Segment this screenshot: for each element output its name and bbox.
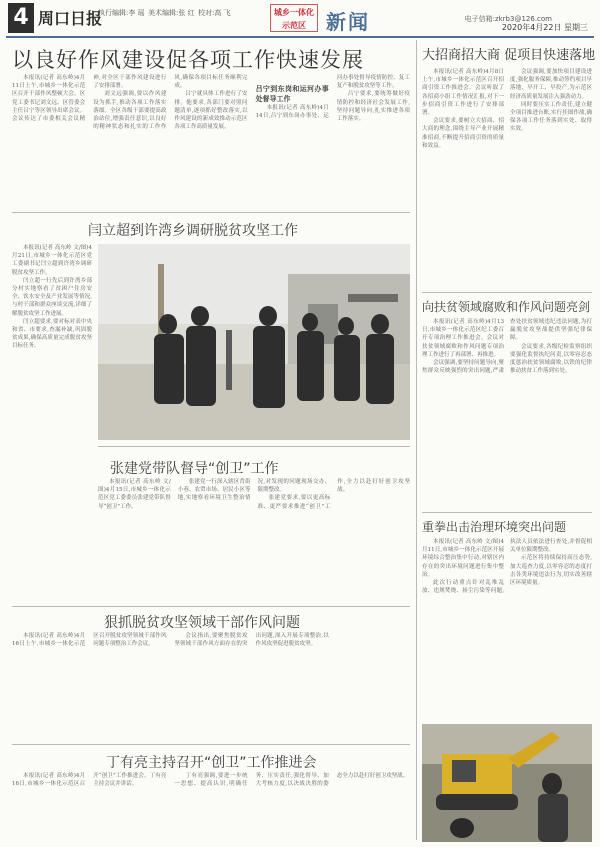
contact-email: 电子信箱:zkrb3@126.com — [464, 15, 552, 23]
paragraph: 会议强调,要加快项目建设进度,强化服务保障,推动签约项目早落地、早开工、早投产,为示范区经济高质量发展注入强劲动力。 — [510, 69, 592, 100]
paragraph: 同时要压实工作责任,建立健全项目推进台账,实行挂图作战,确保各项工作任务落到实处、取得实效。 — [510, 101, 592, 133]
paragraph: 张建党要求,要以更高标准、更严要求推进“创卫”工作,全力以赴打好创卫攻坚战。 — [257, 479, 410, 510]
article-body — [12, 74, 410, 210]
headline-investment: 大招商招大商 促项目快速落地 — [422, 48, 596, 63]
headline-anticorruption: 向扶贫领域腐败和作风问题亮剑 — [422, 300, 591, 314]
article-body — [12, 772, 410, 842]
section-rule — [422, 512, 592, 513]
paragraph: 闫立超一行先后到许湾乡部分村实地察看了贫困户住房安全、饮水安全及产业发展等情况,与村干部和群众座谈交流,详细了解脱贫攻坚工作进展。 — [12, 277, 92, 317]
paragraph: 会议指出,要聚焦脱贫攻坚领域干部作风方面存在的突出问题,深入开展专项整治,以作风攻坚促进脱贫攻坚。 — [174, 633, 329, 648]
inline-headline: 吕宁到东岗和运河办事处督导工作 — [255, 85, 329, 103]
article-body — [422, 318, 592, 518]
headline-sanitation-inspection: 张建党带队督导“创卫”工作 — [110, 461, 279, 477]
photo-image — [98, 244, 410, 440]
paragraph: 本报讯(记者 高东岭 文/图)4月11日,市城乡一体化示范区开展环境综合整治集中行动,对辖区内存在的突出环境问题进行集中整治。 — [422, 539, 504, 578]
paragraph: 会议强调,要坚持问题导向,聚焦群众反映强烈的突出问题,严肃查处扶贫领域违纪违法问题,为打赢脱贫攻坚战提供坚强纪律保障。 — [422, 319, 592, 375]
page-number: 4 — [8, 3, 34, 33]
article-body — [12, 244, 92, 510]
paragraph: 本报讯(记者 高东岭)4月16日上午,市城乡一体化示范区召开脱贫攻坚领域干部作风问题专项整治工作会议。 — [12, 633, 167, 648]
paragraph: 刘文远强调,要以作风建设为抓手,推动各项工作落实落细。全区各级干部要提高政治站位,增强责任意识,以良好的精神状态和扎实的工作作风,确保各项目标任务顺利完成。 — [93, 75, 248, 131]
section-title: 新闻 — [326, 10, 370, 34]
headline-sanitation-meeting: 丁有亮主持召开“创卫”工作推进会 — [106, 755, 317, 771]
main-headline: 以良好作风建设促各项工作快速发展 — [12, 48, 364, 72]
section-rule — [12, 606, 410, 607]
article-body — [422, 68, 592, 288]
paragraph: 本报讯(记者 高东岭)4月8日上午,市城乡一体化示范区召开招商引资工作推进会。会议听取了各招商小组工作情况汇报,对下一步招商引资工作进行了安排部署。 — [422, 69, 504, 117]
paragraph: 本报讯(记者 高东岭 文/图)4月21日,市城乡一体化示范区党工委副书记闫立超到许湾乡调研脱贫攻坚工作。 — [12, 245, 92, 276]
paragraph: 此次行动重点针对乱堆乱放、违规焚烧、扬尘污染等问题,执法人员依法进行查处,并督促相关单位限期整改。 — [422, 539, 592, 595]
headline-environment: 重拳出击治理环境突出问题 — [422, 520, 567, 534]
article-body — [12, 632, 410, 740]
section-rule — [422, 292, 592, 293]
paragraph: 本报讯(记者 高东岭)4月16日,市城乡一体化示范区召开“创卫”工作推进会。丁有亮主持会议并讲话。 — [12, 773, 167, 788]
paragraph: 丁有亮强调,要进一步统一思想、提高认识,明确任务、压实责任,强化督导、加大考核力度,以决战决胜的姿态全力以赴打好创卫攻坚战。 — [174, 773, 409, 788]
section-slogan: 城乡一体化 示范区 — [270, 4, 318, 32]
article-body — [98, 478, 410, 604]
photo-image — [422, 724, 592, 842]
headline-poverty-survey: 闫立超到许湾乡调研脱贫攻坚工作 — [88, 223, 298, 239]
proof-info: 校对:高 飞 — [198, 9, 231, 17]
paragraph: 吕宁要求,要统筹做好疫情防控和经济社会发展工作,坚持问题导向,扎实推进各项工作落实。 — [336, 91, 410, 123]
masthead — [0, 0, 600, 40]
headline-cadre-style: 狠抓脱贫攻坚领域干部作风问题 — [104, 615, 300, 631]
section-rule — [12, 212, 410, 213]
section-rule — [12, 744, 410, 745]
brand-logo: 周口日报 — [38, 9, 103, 28]
paragraph: 本报讯(记者 高东岭)4月11日上午,市城乡一体化示范区召开干部作风整顿大会。区党工委书记刘文远、区管委会主任吕宁等区领导出席会议。会议传达了市委相关会议精神,对全区干部作风建设进行了安排部署。 — [12, 75, 167, 123]
paragraph: 会议要求,各级纪检监察组织要强化监督执纪问责,以零容忍态度惩治扶贫领域腐败,以铁的纪律推动扶贫工作落到实处。 — [510, 343, 592, 375]
paragraph: 吕宁就具体工作进行了安排。他要求,各部门要对照问题清单,逐项抓好整改落实,以作风建设的新成效推动示范区各项工作高质量发展。 — [174, 91, 248, 131]
news-photo-excavator — [422, 724, 592, 842]
paragraph: 本报讯(记者 高东岭)4月13日,市城乡一体化示范区纪工委召开专项治理工作推进会。会议对扶贫领域腐败和作风问题专项治理工作进行了再部署、再推进。 — [422, 319, 504, 358]
paragraph: 会议要求,要树立大招商、招大商的理念,围绕主导产业开展精准招商,不断提升招商引资的质量和效益。 — [422, 118, 504, 149]
article-body — [422, 538, 592, 718]
editor-info: 执行编辑:李 瑶 — [98, 9, 145, 17]
news-photo — [98, 244, 410, 440]
issue-date: 2020年4月22日 星期三 — [501, 23, 588, 32]
layout-info: 美术编辑:张 红 — [148, 9, 195, 17]
paragraph: 张建党一行深入辖区背街小巷、农贸市场、居民小区等地,实地察看环境卫生整治情况,对发现的问题现场交办、限期整改。 — [177, 479, 331, 502]
paragraph: 闫立超要求,要对标对表中央和省、市要求,查漏补缺,巩固脱贫成果,确保高质量完成脱贫攻坚目标任务。 — [12, 318, 92, 350]
paragraph: 示范区将持续保持高压态势,加大巡查力度,以零容忍的态度打击各类环境违法行为,切实改善辖区环境质量。 — [510, 555, 592, 587]
paragraph: 本报讯(记者 高东岭 文/图)4月15日,市城乡一体化示范区党工委委员张建党带队督导“创卫”工作。 — [98, 479, 171, 510]
column-divider — [416, 40, 417, 840]
paragraph: 本报讯(记者 高东岭)4月14日,吕宁到东岗办事处、运河办事处督导疫情防控、复工复产和脱贫攻坚等工作。 — [255, 75, 410, 120]
masthead-rule — [6, 36, 594, 38]
section-rule — [98, 446, 410, 447]
